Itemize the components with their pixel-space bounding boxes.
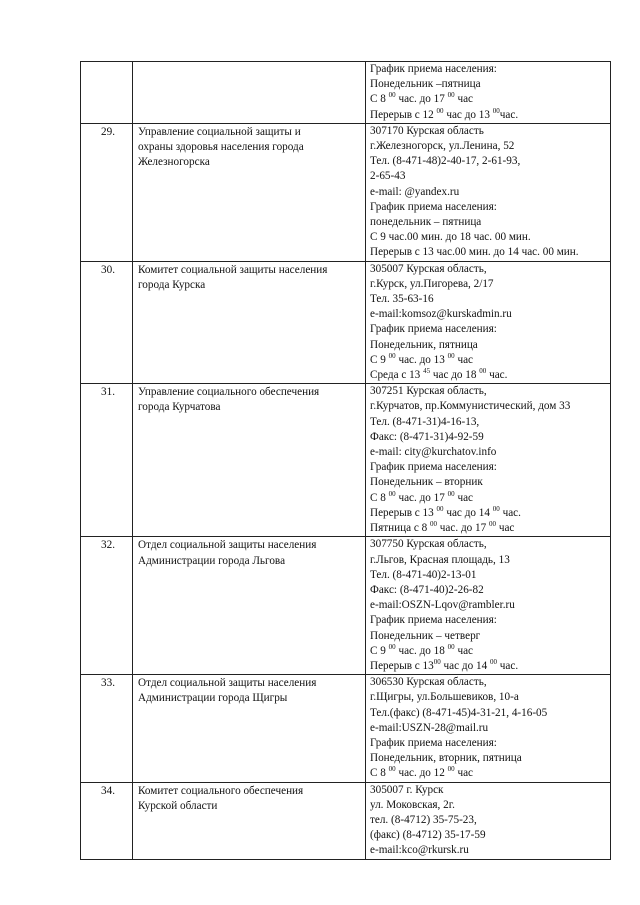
text-fragment: (факс) (8-4712) 35-17-59 — [370, 829, 486, 842]
text-fragment: 306530 Курская область, — [370, 676, 487, 689]
text-fragment: г.Льгов, Красная площадь, 13 — [370, 553, 510, 566]
contact-info-line — [370, 277, 607, 292]
superscript-minutes: 00 — [436, 106, 444, 115]
text-fragment: час. — [486, 369, 508, 382]
text-fragment: Тел. (8-471-40)2-13-01 — [370, 568, 477, 581]
organization-cell — [133, 62, 366, 124]
organization-cell — [133, 537, 366, 675]
text-fragment: час до 13 — [443, 108, 493, 121]
table-row — [81, 782, 611, 859]
superscript-minutes: 00 — [489, 657, 497, 666]
superscript-minutes: 00 — [388, 642, 396, 651]
text-fragment: 307251 Курская область, — [370, 385, 487, 398]
contact-info-line — [370, 706, 607, 721]
organization-name-line: Управление социального обеспечения — [138, 386, 320, 399]
text-fragment: час — [496, 522, 515, 535]
contacts-table-body — [81, 62, 611, 860]
text-fragment: Тел. 35-63-16 — [370, 293, 434, 306]
contact-info-line — [370, 537, 607, 552]
superscript-minutes: 00 — [436, 504, 444, 513]
organization-name-line: Железногорска — [138, 156, 210, 169]
organization-cell — [133, 261, 366, 384]
contact-info-line — [370, 368, 607, 383]
row-number: 30. — [101, 263, 115, 276]
text-fragment: Понедельник, вторник, пятница — [370, 752, 522, 765]
text-fragment: час. до 17 — [395, 491, 448, 504]
contact-info-line — [370, 475, 607, 490]
text-fragment: e-mail:USZN-28@mail.ru — [370, 721, 489, 734]
organization-name-line: охраны здоровья населения города — [138, 141, 304, 154]
contact-info-line — [370, 828, 607, 843]
organization-name-line: Администрации города Щигры — [138, 692, 288, 705]
contact-info-cell — [366, 62, 611, 124]
text-fragment: час. — [499, 506, 521, 519]
row-number-cell — [81, 123, 133, 261]
contact-info-line — [370, 629, 607, 644]
text-fragment: График приема населения: — [370, 736, 497, 749]
row-number: 34. — [101, 784, 115, 797]
table-row — [81, 675, 611, 782]
text-fragment: 307750 Курская область, — [370, 538, 487, 551]
table-row — [81, 62, 611, 124]
organization-cell — [133, 384, 366, 537]
text-fragment: График приема населения: — [370, 200, 497, 213]
contact-info-line — [370, 598, 607, 613]
table-row — [81, 537, 611, 675]
text-fragment: час до 14 — [440, 659, 490, 672]
superscript-minutes: 00 — [447, 642, 455, 651]
superscript-minutes: 00 — [447, 351, 455, 360]
contact-info-line — [370, 813, 607, 828]
superscript-minutes: 00 — [388, 489, 396, 498]
text-fragment: Тел.(факс) (8-471-45)4-31-21, 4-16-05 — [370, 706, 548, 719]
text-fragment: Перерыв с 12 — [370, 108, 437, 121]
contact-info-line — [370, 521, 607, 536]
table-row — [81, 261, 611, 384]
text-fragment: час. — [496, 659, 519, 672]
text-fragment: час — [454, 353, 474, 366]
text-fragment: Факс: (8-471-40)2-26-82 — [370, 583, 484, 596]
contact-info-line — [370, 783, 607, 798]
text-fragment: e-mail: @yandex.ru — [370, 185, 460, 198]
text-fragment: График приема населения: — [370, 63, 497, 75]
text-fragment: e-mail:OSZN-Lqov@rambler.ru — [370, 599, 515, 612]
contact-info-line — [370, 736, 607, 751]
row-number-cell — [81, 675, 133, 782]
text-fragment: Тел. (8-471-31)4-16-13, — [370, 415, 480, 428]
contact-info-line — [370, 415, 607, 430]
contact-info-line — [370, 399, 607, 414]
contact-info-line — [370, 798, 607, 813]
text-fragment: понедельник – пятница — [370, 216, 482, 229]
contact-info-line — [370, 307, 607, 322]
contact-info-line — [370, 77, 607, 92]
superscript-minutes: 00 — [433, 657, 441, 666]
contact-info-line — [370, 751, 607, 766]
contact-info-line — [370, 721, 607, 736]
contact-info-line — [370, 92, 607, 107]
contact-info-line — [370, 139, 607, 154]
organization-name-line: города Курчатова — [138, 401, 221, 414]
contact-info-line — [370, 62, 607, 77]
contact-info-cell — [366, 123, 611, 261]
contact-info-line — [370, 491, 607, 506]
contact-info-line — [370, 338, 607, 353]
superscript-minutes: 00 — [492, 106, 500, 115]
contacts-table — [80, 61, 611, 860]
text-fragment: г.Курск, ул.Пигорева, 2/17 — [370, 277, 494, 290]
text-fragment: График приема населения: — [370, 614, 497, 627]
organization-name-line: Отдел социальной защиты населения — [138, 539, 317, 552]
organization-name-line: Отдел социальной защиты населения — [138, 677, 317, 690]
text-fragment: час до 18 — [430, 369, 480, 382]
text-fragment: 305007 г. Курск — [370, 783, 444, 796]
text-fragment: час. до 12 — [395, 767, 448, 780]
text-fragment: тел. (8-4712) 35-75-23, — [370, 813, 477, 826]
text-fragment: Понедельник, пятница — [370, 338, 478, 351]
row-number: 29. — [101, 125, 115, 138]
text-fragment: Перерыв с 13 — [370, 506, 437, 519]
text-fragment: Факс: (8-471-31)4-92-59 — [370, 430, 484, 443]
text-fragment: Тел. (8-471-48)2-40-17, 2-61-93, — [370, 155, 521, 168]
text-fragment: С 8 — [370, 491, 389, 504]
contact-info-line — [370, 690, 607, 705]
contact-info-line — [370, 644, 607, 659]
text-fragment: С 9 — [370, 353, 389, 366]
text-fragment: С 9 час.00 мин. до 18 час. 00 мин. — [370, 231, 531, 244]
row-number-cell — [81, 261, 133, 384]
organization-name-line: Управление социальной защиты и — [138, 125, 301, 138]
contact-info-line — [370, 262, 607, 277]
contact-info-line — [370, 108, 607, 123]
contact-info-cell — [366, 782, 611, 859]
contact-info-line — [370, 169, 607, 184]
contact-info-line — [370, 568, 607, 583]
organization-cell — [133, 782, 366, 859]
organization-name-line: Комитет социальной защиты населения — [138, 263, 328, 276]
text-fragment: час. до 13 — [395, 353, 448, 366]
text-fragment: Понедельник – вторник — [370, 476, 483, 489]
table-row — [81, 123, 611, 261]
contact-info-line — [370, 200, 607, 215]
contact-info-line — [370, 445, 607, 460]
text-fragment: час. — [499, 108, 519, 121]
text-fragment: С 8 — [370, 767, 389, 780]
contact-info-line — [370, 659, 607, 674]
text-fragment: e-mail: city@kurchatov.info — [370, 446, 497, 459]
row-number: 33. — [101, 677, 115, 690]
organization-cell — [133, 675, 366, 782]
contact-info-line — [370, 230, 607, 245]
text-fragment: Понедельник – четверг — [370, 629, 481, 642]
text-fragment: График приема населения: — [370, 461, 497, 474]
text-fragment: Среда с 13 — [370, 369, 424, 382]
text-fragment: С 9 — [370, 644, 389, 657]
contact-info-line — [370, 322, 607, 337]
row-number: 31. — [101, 386, 115, 399]
text-fragment: 2-65-43 — [370, 170, 406, 183]
contact-info-line — [370, 766, 607, 781]
text-fragment: Понедельник –пятница — [370, 78, 481, 91]
contact-info-cell — [366, 537, 611, 675]
contact-info-line — [370, 154, 607, 169]
superscript-minutes: 00 — [447, 91, 455, 100]
text-fragment: час. до 17 — [395, 93, 448, 106]
text-fragment: час — [454, 491, 474, 504]
superscript-minutes: 00 — [489, 520, 497, 529]
text-fragment: час до 14 — [443, 506, 493, 519]
superscript-minutes: 00 — [447, 765, 455, 774]
superscript-minutes: 00 — [388, 765, 396, 774]
row-number-cell — [81, 384, 133, 537]
contact-info-line — [370, 613, 607, 628]
superscript-minutes: 45 — [423, 367, 431, 376]
organization-name-line: Курской области — [138, 799, 218, 812]
text-fragment: Перерыв с 13 час.00 мин. до 14 час. 00 мин. — [370, 246, 579, 259]
contact-info-line — [370, 353, 607, 368]
contact-info-line — [370, 124, 607, 139]
text-fragment: Пятница с 8 — [370, 522, 430, 535]
text-fragment: ул. Моковская, 2г. — [370, 798, 455, 811]
organization-name-line: Комитет социального обеспечения — [138, 784, 304, 797]
organization-cell — [133, 123, 366, 261]
contact-info-line — [370, 460, 607, 475]
table-row — [81, 384, 611, 537]
text-fragment: г.Курчатов, пр.Коммунистический, дом 33 — [370, 400, 571, 413]
text-fragment: г.Железногорск, ул.Ленина, 52 — [370, 140, 515, 153]
text-fragment: час — [454, 93, 474, 106]
contact-info-line — [370, 583, 607, 598]
contact-info-cell — [366, 675, 611, 782]
superscript-minutes: 00 — [388, 91, 396, 100]
text-fragment: час. до 18 — [395, 644, 448, 657]
text-fragment: e-mail:komsoz@kurskadmin.ru — [370, 308, 512, 321]
contact-info-line — [370, 675, 607, 690]
organization-name-line: Администрации города Льгова — [138, 554, 286, 567]
text-fragment: 305007 Курская область, — [370, 262, 487, 275]
text-fragment: час — [454, 644, 474, 657]
contact-info-line — [370, 843, 607, 858]
contact-info-line — [370, 506, 607, 521]
contact-info-line — [370, 185, 607, 200]
superscript-minutes: 00 — [479, 367, 487, 376]
text-fragment: г.Щигры, ул.Большевиков, 10-а — [370, 691, 519, 704]
text-fragment: Перерыв с 13 — [370, 659, 434, 672]
contact-info-line — [370, 245, 607, 260]
contact-info-line — [370, 292, 607, 307]
text-fragment: час. до 17 — [437, 522, 490, 535]
contact-info-cell — [366, 261, 611, 384]
row-number: 32. — [101, 539, 115, 552]
row-number-cell — [81, 537, 133, 675]
text-fragment: e-mail:kco@rkursk.ru — [370, 844, 469, 857]
organization-name-line: города Курска — [138, 278, 206, 291]
contact-info-cell — [366, 384, 611, 537]
contact-info-line — [370, 384, 607, 399]
contact-info-line — [370, 430, 607, 445]
row-number-cell — [81, 782, 133, 859]
superscript-minutes: 00 — [430, 520, 437, 529]
superscript-minutes: 00 — [388, 351, 396, 360]
text-fragment: час — [454, 767, 474, 780]
row-number-cell — [81, 62, 133, 124]
contact-info-line — [370, 553, 607, 568]
contact-info-line — [370, 215, 607, 230]
superscript-minutes: 00 — [447, 489, 455, 498]
text-fragment: 307170 Курская область — [370, 124, 484, 137]
superscript-minutes: 00 — [492, 504, 500, 513]
text-fragment: График приема населения: — [370, 323, 497, 336]
text-fragment: С 8 — [370, 93, 389, 106]
